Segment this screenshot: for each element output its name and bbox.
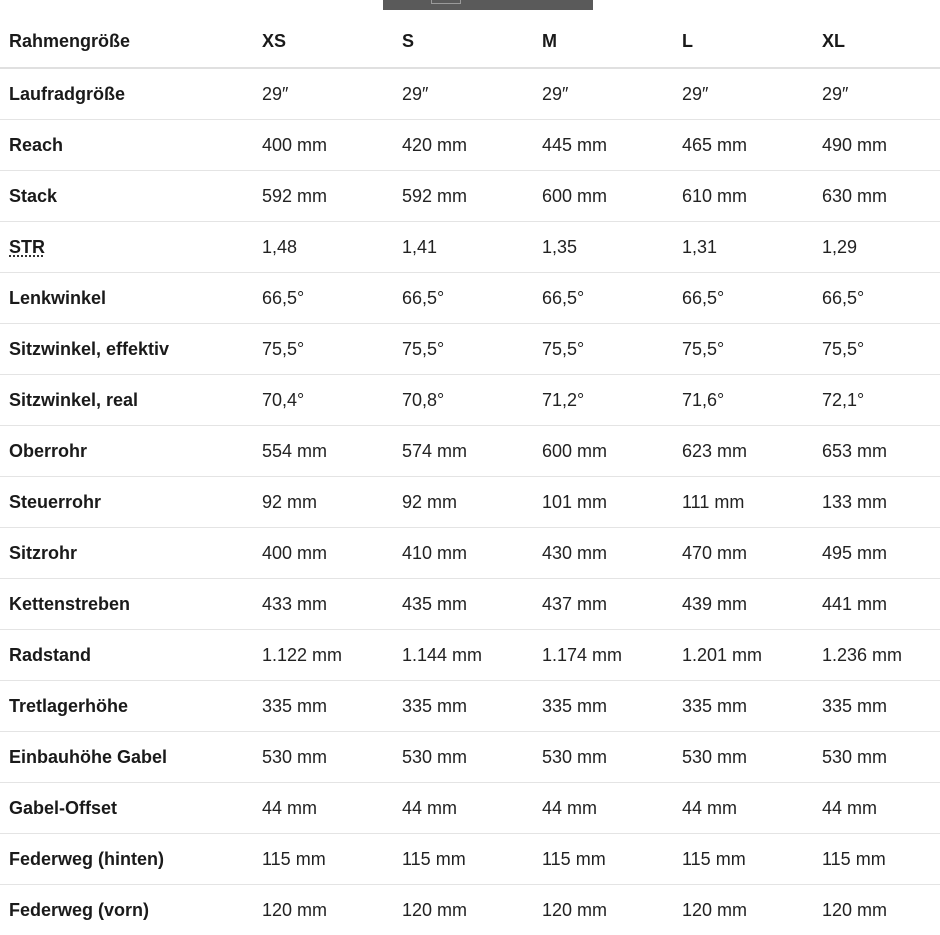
cell-size-xs: 400 mm [253, 528, 393, 579]
row-label: Gabel-Offset [0, 783, 253, 834]
cell-size-l: 1.201 mm [673, 630, 813, 681]
cell-size-xl: 66,5° [813, 273, 940, 324]
cell-size-l: 335 mm [673, 681, 813, 732]
cell-size-xs: 44 mm [253, 783, 393, 834]
cell-size-l: 111 mm [673, 477, 813, 528]
cell-size-m: 1.174 mm [533, 630, 673, 681]
cell-size-l: 71,6° [673, 375, 813, 426]
header-size-xl: XL [813, 16, 940, 68]
table-row [0, 630, 940, 681]
cell-size-xl: 29″ [813, 68, 940, 120]
cell-size-xl: 44 mm [813, 783, 940, 834]
cell-size-xs: 120 mm [253, 885, 393, 935]
cell-size-s: 92 mm [393, 477, 533, 528]
row-label: Laufradgröße [0, 68, 253, 120]
cell-size-xl: 1.236 mm [813, 630, 940, 681]
cell-size-m: 600 mm [533, 426, 673, 477]
row-label: Tretlagerhöhe [0, 681, 253, 732]
cell-size-l: 465 mm [673, 120, 813, 171]
cell-size-l: 29″ [673, 68, 813, 120]
cell-size-xl: 490 mm [813, 120, 940, 171]
cell-size-s: 29″ [393, 68, 533, 120]
cell-size-m: 44 mm [533, 783, 673, 834]
cell-size-l: 66,5° [673, 273, 813, 324]
top-tab-strip[interactable] [383, 0, 593, 10]
table-row [0, 885, 940, 935]
cell-size-m: 29″ [533, 68, 673, 120]
cell-size-s: 435 mm [393, 579, 533, 630]
table-row [0, 171, 940, 222]
cell-size-s: 75,5° [393, 324, 533, 375]
cell-size-s: 70,8° [393, 375, 533, 426]
table-row [0, 324, 940, 375]
cell-size-xs: 530 mm [253, 732, 393, 783]
row-label: Stack [0, 171, 253, 222]
cell-size-xs: 400 mm [253, 120, 393, 171]
row-label: Reach [0, 120, 253, 171]
row-label: Einbauhöhe Gabel [0, 732, 253, 783]
tab-indicator-icon [431, 0, 461, 4]
cell-size-m: 115 mm [533, 834, 673, 885]
cell-size-m: 600 mm [533, 171, 673, 222]
table-row [0, 375, 940, 426]
table-row [0, 477, 940, 528]
cell-size-xs: 75,5° [253, 324, 393, 375]
table-row [0, 120, 940, 171]
row-label: Oberrohr [0, 426, 253, 477]
cell-size-xs: 115 mm [253, 834, 393, 885]
row-label: Kettenstreben [0, 579, 253, 630]
cell-size-xl: 530 mm [813, 732, 940, 783]
cell-size-l: 120 mm [673, 885, 813, 935]
cell-size-m: 445 mm [533, 120, 673, 171]
row-label: Sitzrohr [0, 528, 253, 579]
cell-size-xs: 70,4° [253, 375, 393, 426]
cell-size-s: 1.144 mm [393, 630, 533, 681]
table-row [0, 834, 940, 885]
cell-size-xl: 115 mm [813, 834, 940, 885]
cell-size-xl: 335 mm [813, 681, 940, 732]
cell-size-s: 592 mm [393, 171, 533, 222]
cell-size-l: 530 mm [673, 732, 813, 783]
cell-size-s: 44 mm [393, 783, 533, 834]
row-label: Sitzwinkel, effektiv [0, 324, 253, 375]
geometry-table [0, 16, 940, 935]
cell-size-xl: 133 mm [813, 477, 940, 528]
cell-size-xs: 92 mm [253, 477, 393, 528]
header-size-l: L [673, 16, 813, 68]
table-row [0, 732, 940, 783]
cell-size-l: 1,31 [673, 222, 813, 273]
cell-size-xl: 75,5° [813, 324, 940, 375]
row-label: Lenkwinkel [0, 273, 253, 324]
cell-size-l: 623 mm [673, 426, 813, 477]
cell-size-xs: 66,5° [253, 273, 393, 324]
cell-size-xs: 1,48 [253, 222, 393, 273]
cell-size-xs: 29″ [253, 68, 393, 120]
header-size-xs: XS [253, 16, 393, 68]
cell-size-xl: 1,29 [813, 222, 940, 273]
table-row [0, 681, 940, 732]
table-row [0, 579, 940, 630]
cell-size-l: 610 mm [673, 171, 813, 222]
cell-size-s: 335 mm [393, 681, 533, 732]
cell-size-s: 120 mm [393, 885, 533, 935]
cell-size-m: 530 mm [533, 732, 673, 783]
header-size-m: M [533, 16, 673, 68]
cell-size-xs: 433 mm [253, 579, 393, 630]
cell-size-xs: 554 mm [253, 426, 393, 477]
cell-size-l: 439 mm [673, 579, 813, 630]
cell-size-s: 115 mm [393, 834, 533, 885]
cell-size-xl: 441 mm [813, 579, 940, 630]
cell-size-xl: 653 mm [813, 426, 940, 477]
row-label: Radstand [0, 630, 253, 681]
cell-size-m: 120 mm [533, 885, 673, 935]
row-label: Federweg (vorn) [0, 885, 253, 935]
cell-size-m: 430 mm [533, 528, 673, 579]
cell-size-xs: 335 mm [253, 681, 393, 732]
cell-size-m: 66,5° [533, 273, 673, 324]
cell-size-s: 574 mm [393, 426, 533, 477]
table-row [0, 222, 940, 273]
cell-size-xl: 120 mm [813, 885, 940, 935]
cell-size-l: 470 mm [673, 528, 813, 579]
cell-size-l: 44 mm [673, 783, 813, 834]
cell-size-s: 420 mm [393, 120, 533, 171]
row-label: Sitzwinkel, real [0, 375, 253, 426]
cell-size-s: 1,41 [393, 222, 533, 273]
cell-size-xl: 495 mm [813, 528, 940, 579]
cell-size-s: 66,5° [393, 273, 533, 324]
row-label [0, 222, 253, 273]
table-row [0, 273, 940, 324]
cell-size-m: 71,2° [533, 375, 673, 426]
table-row [0, 68, 940, 120]
cell-size-l: 115 mm [673, 834, 813, 885]
cell-size-l: 75,5° [673, 324, 813, 375]
cell-size-m: 437 mm [533, 579, 673, 630]
table-row [0, 426, 940, 477]
header-size-s: S [393, 16, 533, 68]
table-row [0, 783, 940, 834]
cell-size-s: 530 mm [393, 732, 533, 783]
cell-size-s: 410 mm [393, 528, 533, 579]
cell-size-m: 75,5° [533, 324, 673, 375]
header-frame-size: Rahmengröße [0, 16, 253, 68]
row-label-abbreviation[interactable]: STR [9, 237, 45, 257]
table-row [0, 528, 940, 579]
cell-size-m: 1,35 [533, 222, 673, 273]
cell-size-xs: 592 mm [253, 171, 393, 222]
cell-size-xl: 630 mm [813, 171, 940, 222]
row-label: Steuerrohr [0, 477, 253, 528]
header-row [0, 16, 940, 68]
cell-size-m: 335 mm [533, 681, 673, 732]
cell-size-m: 101 mm [533, 477, 673, 528]
cell-size-xs: 1.122 mm [253, 630, 393, 681]
row-label: Federweg (hinten) [0, 834, 253, 885]
cell-size-xl: 72,1° [813, 375, 940, 426]
